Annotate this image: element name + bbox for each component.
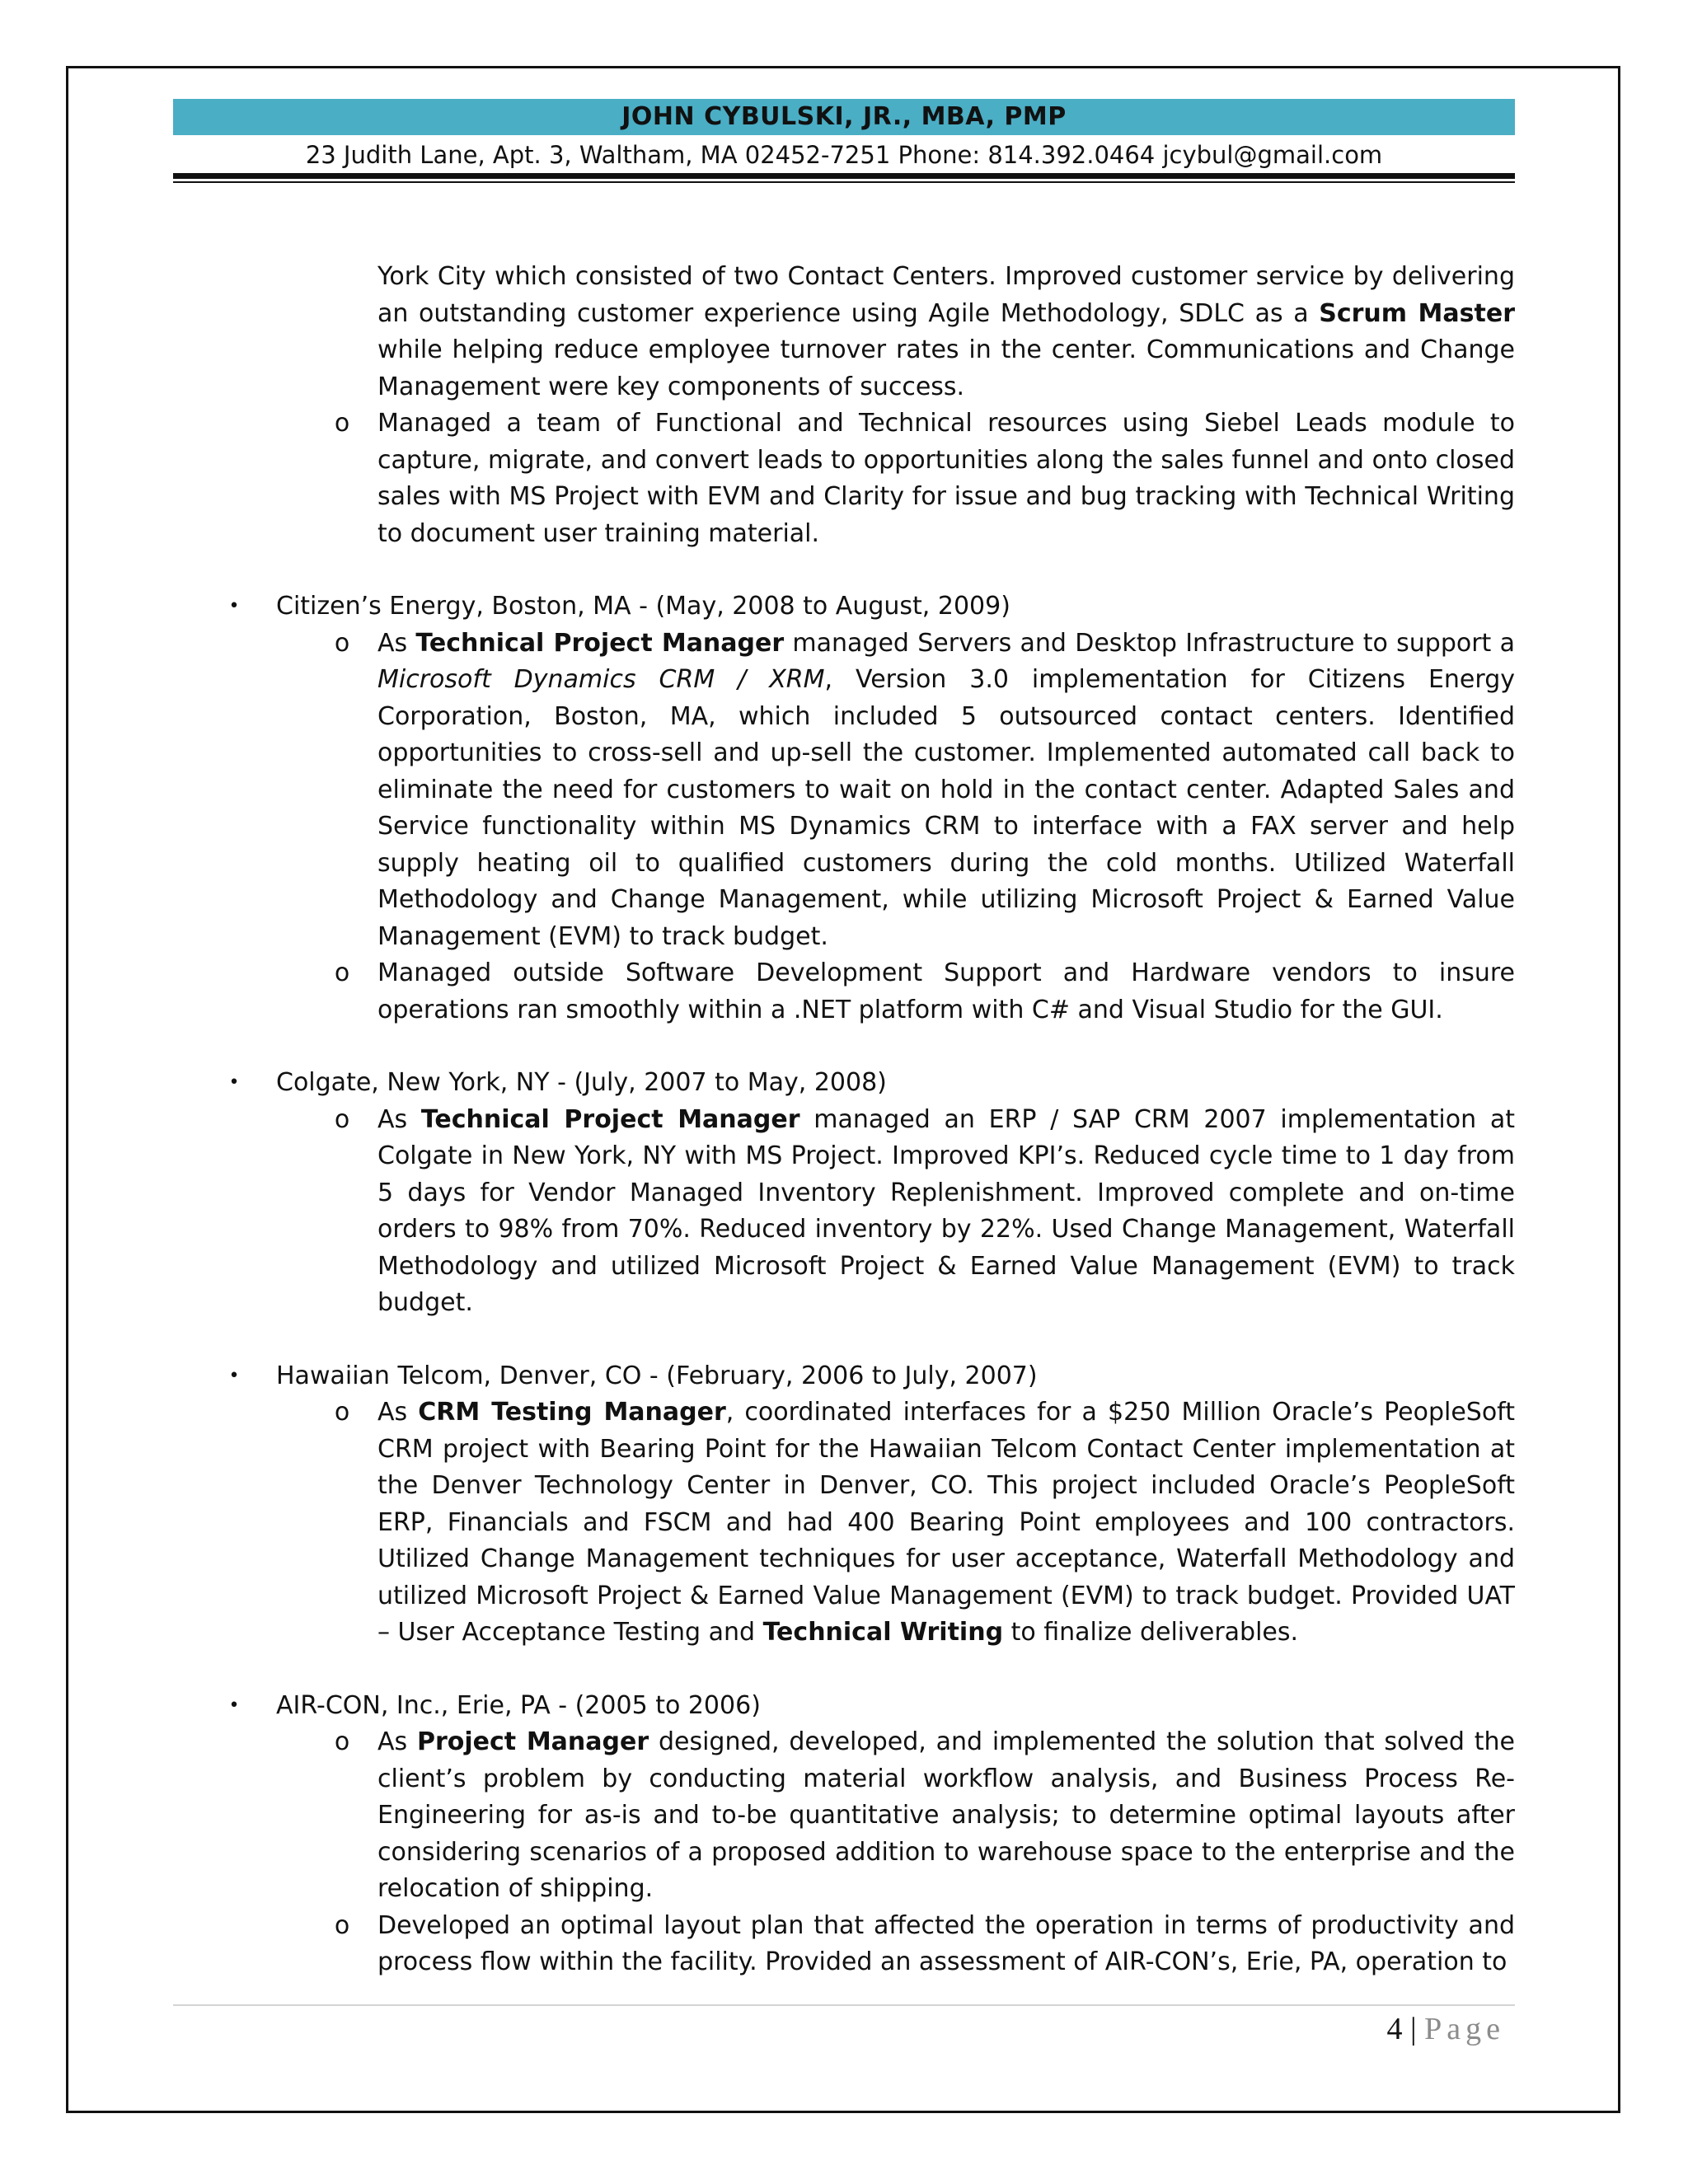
job-title: Technical Project Manager: [415, 628, 785, 658]
job-entry-colgate: [173, 1065, 1515, 1102]
job-entry-hawaiian-telcom: [173, 1358, 1515, 1395]
sub-bullet-item: o As Technical Project Manager managed Servers and Desktop Infrastructure to support a Microsoft Dynamics CRM / XRM, Version 3.0 implementation for Citizens Energy Corporation, Boston, MA, which included 5 outsourced contact centers. Identified opportunities to cross-sell and up-sell the customer. Implemented automated call back to eliminate the need for customers to wait on hold in the contact center. Adapted Sales and Service functionality within MS Dynamics CRM to interface with a FAX server and help supply heating oil to qualified customers during the cold months. Utilized Waterfall Methodology and Change Management, while utilizing Microsoft Project & Earned Value Management (EVM) to track budget.: [173, 626, 1515, 956]
bullet-marker: •: [228, 1072, 240, 1093]
sub-bullet-item: o As CRM Testing Manager, coordinated interfaces for a $250 Million Oracle’s PeopleSoft CRM project with Bearing Point for the Hawaiian Telcom Contact Center implementation at the Denver Technology Center in Denver, CO. This project included Oracle’s PeopleSoft ERP, Financials and FSCM and had 400 Bearing Point employees and 100 contractors. Utilized Change Management techniques for user acceptance, Waterfall Methodology and utilized Microsoft Project & Earned Value Management (EVM) to track budget. Provided UAT – User Acceptance Testing and Technical Writing to finalize deliverables.: [173, 1394, 1515, 1652]
job-title: CRM Testing Manager: [418, 1398, 726, 1427]
header-rule-thick: [173, 173, 1515, 179]
bullet-marker: •: [228, 596, 240, 616]
scrum-master-title: Scrum Master: [1319, 298, 1515, 328]
sub-bullet-marker: o: [334, 628, 350, 658]
bullet-marker: •: [228, 1694, 240, 1716]
sub-bullet-marker: o: [334, 409, 350, 438]
job-heading: Hawaiian Telcom, Denver, CO - (February, 2006 to July, 2007): [276, 1361, 1038, 1390]
bullet-marker: •: [228, 1365, 240, 1386]
header-rule-thin: [173, 181, 1515, 183]
page-number-separator: |: [1410, 2012, 1417, 2046]
job-title: Project Manager: [416, 1727, 649, 1756]
job-entry-air-con: [173, 1688, 1515, 1725]
sub-bullet-item: o Managed a team of Functional and Technical resources using Siebel Leads module to capture, migrate, and convert leads to opportunities along the sales funnel and onto closed sales with MS Project with EVM and Clarity for issue and bug tracking with Technical Writing to document user training material.: [173, 405, 1515, 552]
job-title: Technical Project Manager: [420, 1104, 800, 1134]
sub-bullet-marker: o: [334, 1910, 350, 1940]
job-heading: AIR-CON, Inc., Erie, PA - (2005 to 2006): [276, 1690, 761, 1720]
page-label: Page: [1424, 2012, 1505, 2046]
page-number-value: 4: [1386, 2012, 1403, 2046]
job-entry-citizens-energy: [173, 588, 1515, 626]
sub-bullet-marker: o: [334, 1104, 350, 1134]
job-heading: Colgate, New York, NY - (July, 2007 to May, 2008): [276, 1068, 887, 1097]
sub-bullet-marker: o: [334, 1398, 350, 1427]
contact-line: 23 Judith Lane, Apt. 3, Waltham, MA 02452-7251 Phone: 814.392.0464 jcybul@gmail.com: [305, 141, 1383, 169]
job-heading: Citizen’s Energy, Boston, MA - (May, 2008 to August, 2009): [276, 592, 1010, 621]
footer-rule: [173, 2004, 1515, 2006]
page-number: [1387, 2011, 1505, 2047]
sub-bullet-item: o Developed an optimal layout plan that affected the operation in terms of productivity and process flow within the facility. Provided an assessment of AIR-CON’s, Erie, PA, operation to: [173, 1908, 1515, 1981]
sub-bullet-item: o Managed outside Software Development Support and Hardware vendors to insure operations ran smoothly within a .NET platform with C# and Visual Studio for the GUI.: [173, 955, 1515, 1029]
resume-body: [173, 259, 1515, 1981]
sub-bullet-marker: o: [334, 1727, 350, 1756]
sub-bullet-item: o As Technical Project Manager managed an ERP / SAP CRM 2007 implementation at Colgate in New York, NY with MS Project. Improved KPI’s. Reduced cycle time to 1 day from 5 days for Vendor Managed Inventory Replenishment. Improved complete and on-time orders to 98% from 70%. Reduced inventory by 22%. Used Change Management, Waterfall Methodology and utilized Microsoft Project & Earned Value Management (EVM) to track budget.: [173, 1102, 1515, 1322]
technical-writing-label: Technical Writing: [762, 1618, 1004, 1647]
resume-name-header: JOHN CYBULSKI, JR., MBA, PMP: [173, 99, 1515, 135]
sub-bullet-item: o As Project Manager designed, developed, and implemented the solution that solved the client’s problem by conducting material workflow analysis, and Business Process Re-Engineering for as-is and to-be quantitative analysis; to determine optimal layouts after considering scenarios of a proposed addition to warehouse space to the enterprise and the relocation of shipping.: [173, 1724, 1515, 1908]
continued-paragraph: York City which consisted of two Contact Centers. Improved customer service by delivering an outstanding customer experience using Agile Methodology, SDLC as a Scrum Master while helping reduce employee turnover rates in the center. Communications and Change Management were key components of success.: [377, 262, 1515, 401]
sub-bullet-marker: o: [334, 958, 350, 987]
